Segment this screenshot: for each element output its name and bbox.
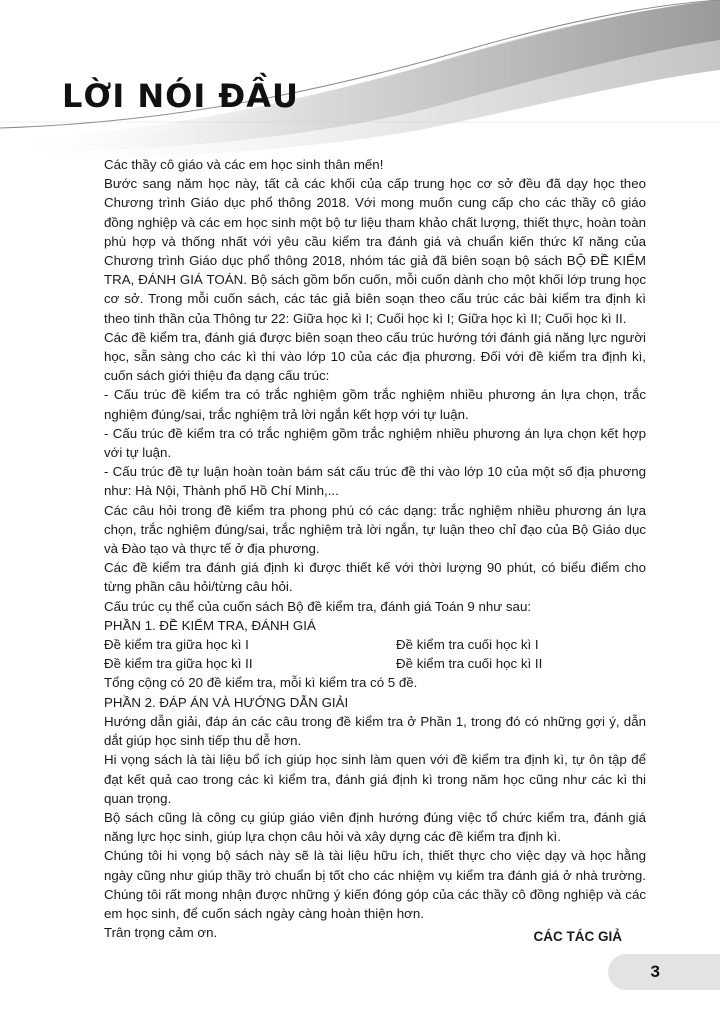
paragraph-intro: Bước sang năm học này, tất cả các khối của cấp trung học cơ sở đều đã dạy học theo Chương trình Giáo dục phổ thông 2018. Với mong muốn cung cấp cho các thầy cô giáo đồng nghiệp và các em học sinh một bộ tư liệu tham khảo chất lượng, thiết thực, hoàn toàn phù hợp và thống nhất với yêu cầu kiểm tra đánh giá và chuẩn kiến thức kĩ năng của Chương trình Giáo dục phổ thông 2018, nhóm tác giả đã biên soạn bộ sách BỘ ĐỀ KIỂM TRA, ĐÁNH GIÁ TOÁN. Bộ sách gồm bốn cuốn, mỗi cuốn dành cho một khối lớp trung học cơ sở. Trong mỗi cuốn sách, các tác giả biên soạn theo cấu trúc các bài kiểm tra định kì theo tinh thần của Thông tư 22: Giữa học kì I; Cuối học kì I; Giữa học kì II; Cuối học kì II. — [104, 176, 646, 326]
preface-body — [104, 155, 646, 942]
paragraph-structure: Các đề kiểm tra, đánh giá được biên soạn theo cấu trúc hướng tới đánh giá năng lực người học, sẵn sàng cho các kì thi vào lớp 10 của các địa phương. Đối với đề kiểm tra định kì, cuốn sách giới thiệu đa dạng cấu trúc: — [104, 329, 646, 384]
authors-signature: CÁC TÁC GIẢ — [533, 929, 622, 944]
paragraph-question-types: Các câu hỏi trong đề kiểm tra phong phú có các dạng: trắc nghiệm nhiều phương án lựa chọn, trắc nghiệm đúng/sai, trắc nghiệm trả lời ngắn, tự luận theo chỉ đạo của Bộ Giáo dục và Đào tạo và thực tế ở địa phương. — [104, 502, 646, 557]
paragraph-book-structure: Cấu trúc cụ thể của cuốn sách Bộ đề kiểm tra, đánh giá Toán 9 như sau: — [104, 598, 532, 614]
test-end-term-2: Đề kiểm tra cuối học kì II — [396, 656, 543, 672]
tests-row-2 — [104, 654, 646, 673]
tests-row-1 — [104, 635, 646, 654]
bullet-structure-3: - Cấu trúc đề tự luận hoàn toàn bám sát cấu trúc đề thi vào lớp 10 của một số địa phương như: Hà Nội, Thành phố Hồ Chí Minh,... — [104, 464, 646, 499]
paragraph-total: Tổng cộng có 20 đề kiểm tra, mỗi kì kiểm tra có 5 đề. — [104, 675, 418, 691]
test-mid-term-2: Đề kiểm tra giữa học kì II — [104, 656, 253, 672]
test-mid-term-1: Đề kiểm tra giữa học kì I — [104, 637, 249, 653]
part-2-heading: PHẦN 2. ĐÁP ÁN VÀ HƯỚNG DẪN GIẢI — [104, 694, 349, 710]
paragraph-answers: Hướng dẫn giải, đáp án các câu trong đề kiểm tra ở Phần 1, trong đó có những gợi ý, dẫn dắt giúp học sinh tiếp thu dễ hơn. — [104, 713, 646, 749]
test-end-term-1: Đề kiểm tra cuối học kì I — [396, 637, 539, 653]
page-number-tab — [608, 954, 720, 990]
page-title: LỜI NÓI ĐẦU — [62, 77, 299, 115]
bullet-structure-1: - Cấu trúc đề kiểm tra có trắc nghiệm gồm trắc nghiệm nhiều phương án lựa chọn, trắc nghiệm đúng/sai, trắc nghiệm trả lời ngắn kết hợp với tự luận. — [104, 387, 646, 422]
part-1-heading: PHẦN 1. ĐỀ KIỂM TRA, ĐÁNH GIÁ — [104, 617, 316, 633]
bullet-structure-2: - Cấu trúc đề kiểm tra có trắc nghiệm gồm trắc nghiệm nhiều phương án lựa chọn kết hợp với tự luận. — [104, 425, 646, 461]
paragraph-duration: Các đề kiểm tra đánh giá định kì được thiết kế với thời lượng 90 phút, có biểu điểm cho từng phần câu hỏi/từng câu hỏi. — [104, 560, 646, 595]
closing: Trân trọng cảm ơn. — [104, 925, 218, 941]
paragraph-hope-students: Hi vọng sách là tài liệu bổ ích giúp học sinh làm quen với đề kiểm tra định kì, tự ôn tập để đạt kết quả cao trong các kì kiểm tra, đánh giá định kì trong năm học cũng như các kì thi quan trọng. — [104, 752, 646, 806]
page-number: 3 — [650, 962, 660, 981]
paragraph-teachers: Bộ sách cũng là công cụ giúp giáo viên định hướng đúng việc tổ chức kiểm tra, đánh giá năng lực học sinh, giúp lựa chọn câu hỏi và xây dựng các đề kiểm tra định kì. — [104, 809, 646, 845]
greeting: Các thầy cô giáo và các em học sinh thân mến! — [104, 157, 384, 172]
paragraph-feedback: Chúng tôi hi vọng bộ sách này sẽ là tài liệu hữu ích, thiết thực cho việc dạy và học hằng ngày cũng như giúp thầy trò chuẩn bị tốt cho các nhiệm vụ kiểm tra đánh giá ở nhà trường. Chúng tôi rất mong nhận được những ý kiến đóng góp của các thầy cô đồng nghiệp và các em học sinh, để cuốn sách ngày càng hoàn thiện hơn. — [104, 848, 646, 921]
